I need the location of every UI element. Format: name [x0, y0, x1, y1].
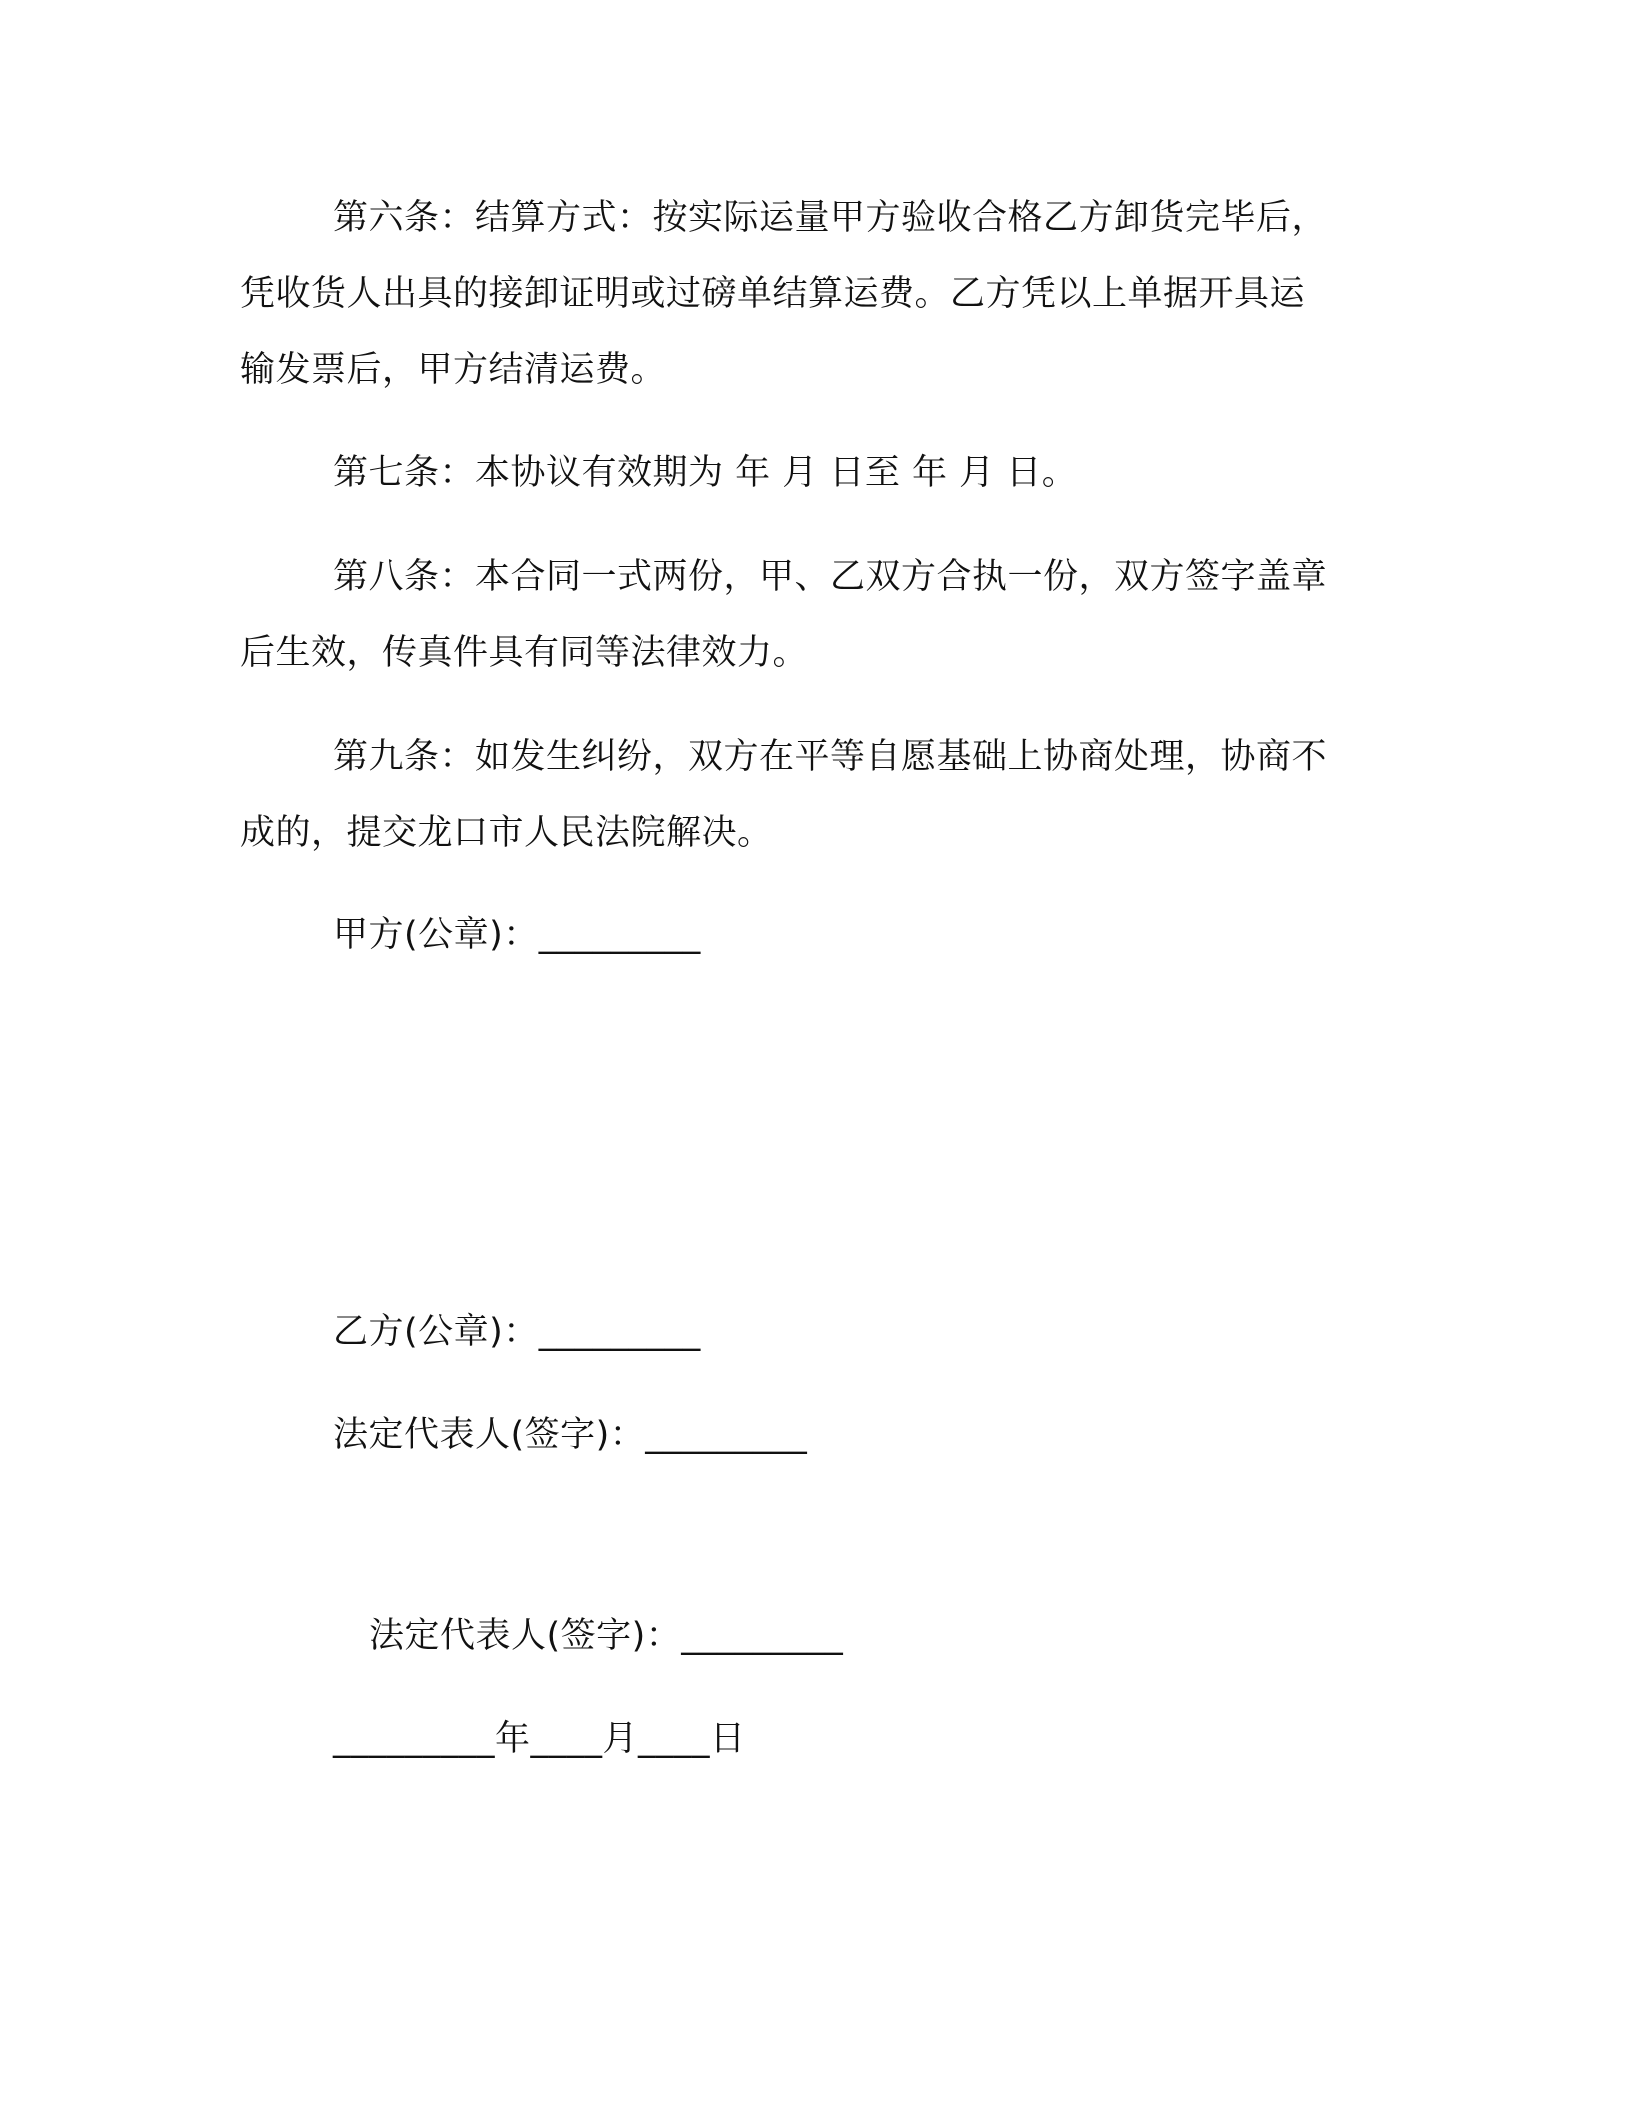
party-a-seal-line: 甲方(公章)：_________	[333, 915, 701, 955]
article-6-line-2: 凭收货人出具的接卸证明或过磅单结算运费。乙方凭以上单据开具运	[240, 274, 1306, 314]
article-8-line-2: 后生效，传真件具有同等法律效力。	[240, 633, 809, 673]
signing-date-line: _________年____月____日	[333, 1719, 746, 1759]
legal-representative-signature-line-2: 法定代表人(签字)：_________	[369, 1616, 844, 1656]
article-9-line-1: 第九条：如发生纠纷，双方在平等自愿基础上协商处理，协商不	[333, 737, 1328, 777]
article-9-line-2: 成的，提交龙口市人民法院解决。	[240, 813, 773, 853]
article-6-line-1: 第六条：结算方式：按实际运量甲方验收合格乙方卸货完毕后，	[333, 198, 1328, 238]
legal-representative-signature-line: 法定代表人(签字)：_________	[333, 1415, 808, 1455]
article-7-line-1: 第七条：本协议有效期为 年 月 日至 年 月 日。	[333, 453, 1078, 493]
article-8-line-1: 第八条：本合同一式两份，甲、乙双方合执一份，双方签字盖章	[333, 557, 1328, 597]
article-6-line-3: 输发票后，甲方结清运费。	[240, 350, 667, 390]
party-b-seal-line: 乙方(公章)：_________	[333, 1312, 701, 1352]
